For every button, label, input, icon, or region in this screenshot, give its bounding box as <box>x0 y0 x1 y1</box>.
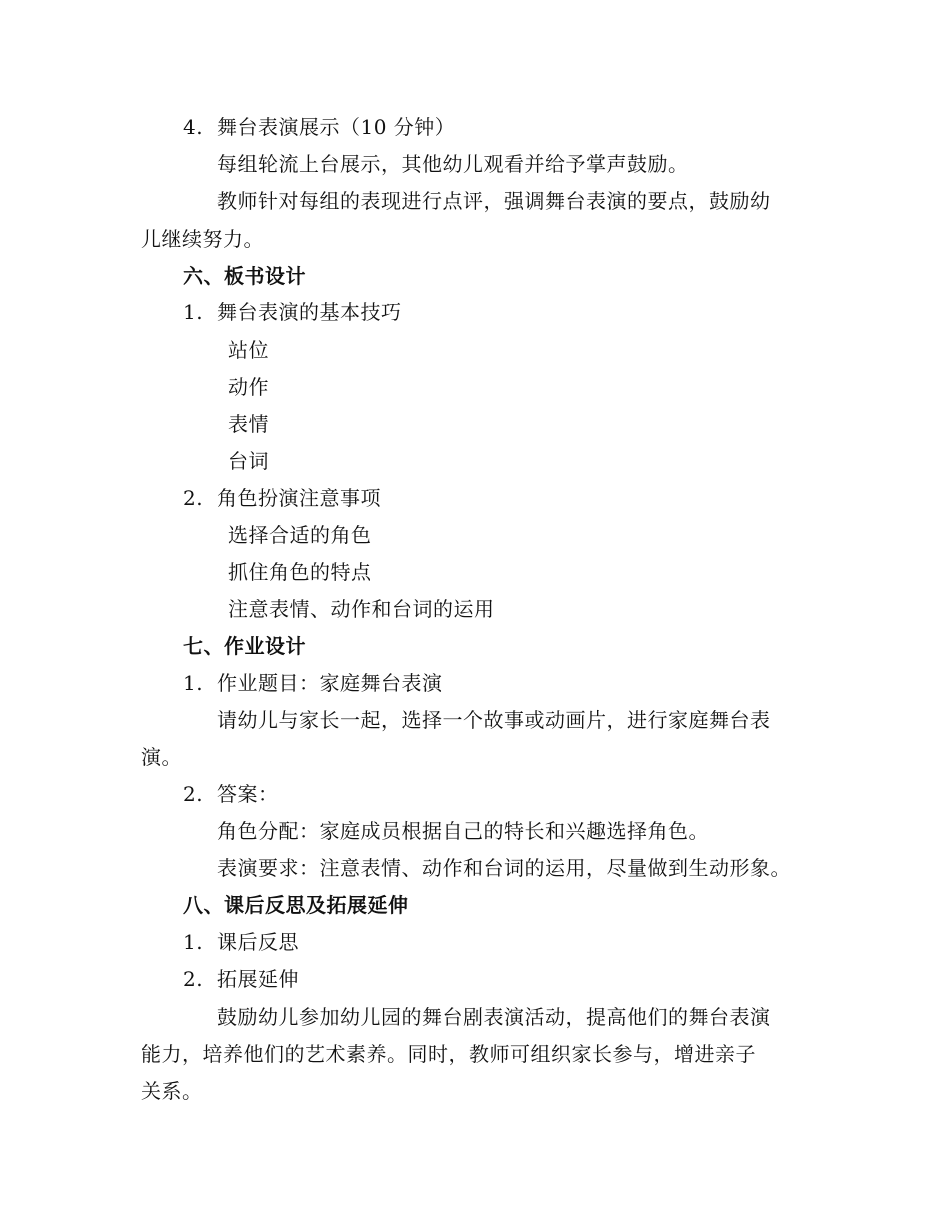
list-title: 拓展延伸 <box>217 967 299 991</box>
paragraph: 演。 <box>141 745 182 769</box>
list-item <box>183 965 299 993</box>
list-item <box>183 928 299 956</box>
list-number: 1. <box>183 671 204 695</box>
paragraph: 教师针对每组的表现进行点评，强调舞台表演的要点，鼓励幼 <box>217 189 771 213</box>
paragraph: 表演要求：注意表情、动作和台词的运用，尽量做到生动形象。 <box>217 856 791 880</box>
list-item <box>183 484 381 512</box>
list-number: 2. <box>183 782 204 806</box>
list-item <box>183 780 279 808</box>
paragraph: 每组轮流上台展示，其他幼儿观看并给予掌声鼓励。 <box>217 152 689 176</box>
list-number: 4. <box>183 115 204 139</box>
paragraph: 关系。 <box>141 1079 203 1103</box>
list-number: 1. <box>183 930 204 954</box>
list-item <box>183 298 402 326</box>
sub-item: 选择合适的角色 <box>228 523 372 547</box>
paragraph: 儿继续努力。 <box>141 227 264 251</box>
list-number: 2. <box>183 967 204 991</box>
list-number: 2. <box>183 486 204 510</box>
sub-item: 表情 <box>228 412 269 436</box>
list-title: 角色扮演注意事项 <box>217 486 381 510</box>
list-title: 舞台表演展示（10 分钟） <box>217 115 456 139</box>
section4-title <box>183 113 455 141</box>
list-item <box>183 669 443 697</box>
list-title: 舞台表演的基本技巧 <box>217 300 402 324</box>
list-number: 1. <box>183 300 204 324</box>
sub-item: 台词 <box>228 449 269 473</box>
sub-item: 抓住角色的特点 <box>228 560 372 584</box>
paragraph: 能力，培养他们的艺术素养。同时，教师可组织家长参与，增进亲子 <box>141 1042 756 1066</box>
section-heading: 八、课后反思及拓展延伸 <box>183 893 409 917</box>
paragraph: 鼓励幼儿参加幼儿园的舞台剧表演活动，提高他们的舞台表演 <box>217 1005 771 1029</box>
list-title: 作业题目：家庭舞台表演 <box>217 671 443 695</box>
sub-item: 注意表情、动作和台词的运用 <box>228 597 495 621</box>
section-heading: 六、板书设计 <box>183 264 306 288</box>
paragraph: 角色分配：家庭成员根据自己的特长和兴趣选择角色。 <box>217 819 709 843</box>
section-heading: 七、作业设计 <box>183 634 306 658</box>
paragraph: 请幼儿与家长一起，选择一个故事或动画片，进行家庭舞台表 <box>217 708 771 732</box>
list-title: 课后反思 <box>217 930 299 954</box>
list-title: 答案： <box>217 782 279 806</box>
sub-item: 站位 <box>228 338 269 362</box>
sub-item: 动作 <box>228 375 269 399</box>
